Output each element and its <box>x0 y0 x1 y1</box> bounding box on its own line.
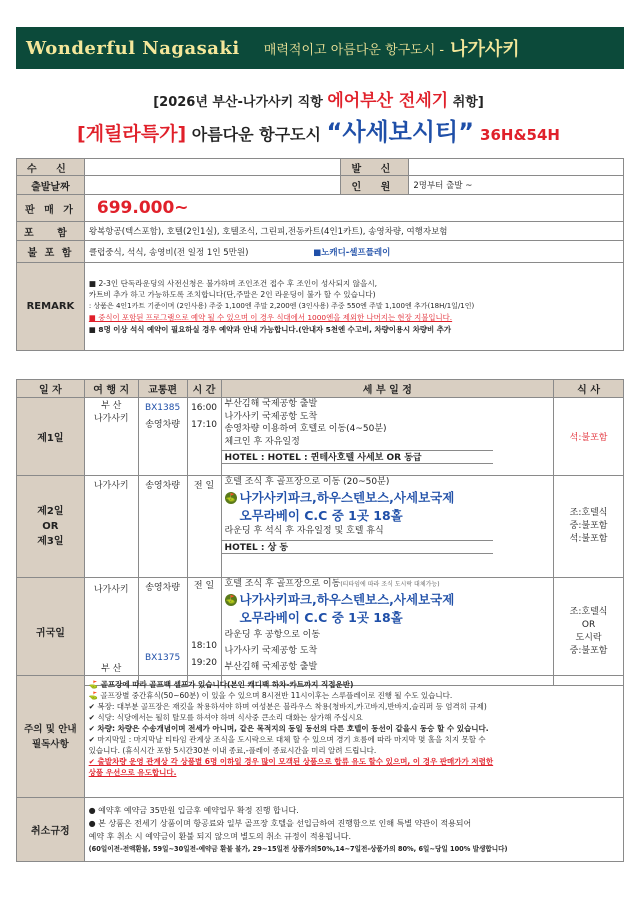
return-place: 나가사키 <box>93 585 129 595</box>
notes-label <box>17 676 85 798</box>
day1-line: 부산김해 국제공항 출발 <box>224 399 318 409</box>
return-transport <box>138 578 187 686</box>
exclude-note: ■노캐디-셀프플레이 <box>313 247 391 258</box>
price-value: 699.000~ <box>84 195 623 222</box>
day1-meal: 석:불포함 <box>554 398 624 476</box>
day1-places <box>84 398 138 476</box>
col-time: 시 간 <box>187 380 221 398</box>
notes-table <box>16 675 624 862</box>
day1-time: 17:10 <box>191 420 218 430</box>
return-place: 부 산 <box>101 664 122 674</box>
day1-times <box>187 398 221 476</box>
col-meal: 식 사 <box>554 380 624 398</box>
col-transport: 교통편 <box>138 380 187 398</box>
day1-place: 나가사키 <box>93 414 129 424</box>
col-date: 일 자 <box>17 380 85 398</box>
note-line: ⛳ 골프장별 중간휴식(50~60분) 이 있을 수 있으며 8시전반 11시이후는 스루플레이로 진행 될 수도 있습니다. <box>88 691 453 700</box>
headline-special: [게릴라특가] <box>77 123 187 145</box>
return-time: 19:20 <box>191 658 218 668</box>
day1-time: 16:00 <box>191 403 218 413</box>
day1-line: 나가사키 국제공항 도착 <box>224 411 318 422</box>
day2-label-line: OR <box>42 521 59 532</box>
day1-flight: BX1385 <box>144 403 181 413</box>
exclude-row <box>84 241 623 263</box>
note-line: ✔ 식당: 식당에서는 될히 탈모를 하셔야 하며 식사중 큰소리 대화는 삼가해 주십시요 <box>88 713 363 722</box>
day1-detail <box>221 398 554 476</box>
sender-label: 발 신 <box>341 159 409 176</box>
day2-place: 나가사키 <box>84 476 138 578</box>
include-label: 포 함 <box>17 222 85 241</box>
banner-title-kr: 매력적이고 아름다운 항구도시 - <box>263 42 445 58</box>
day2-detail <box>221 476 554 578</box>
day2-meal: 석:불포함 <box>569 534 608 544</box>
cancel-line: 예약 후 취소 시 예약금이 환불 되지 않으며 별도의 취소 규정이 적용됩니다. <box>88 831 352 841</box>
headline <box>0 112 637 147</box>
title-banner <box>16 27 624 69</box>
day2-meal: 중:불포함 <box>569 521 608 531</box>
include-value: 왕복항공(텍스포함), 호텔(2인1실), 호텔조식, 그린피,전동카트(4인1카트), 송영차량, 여행자보험 <box>84 222 623 241</box>
day2-meals <box>554 476 624 578</box>
col-detail: 세 부 일 정 <box>221 380 554 398</box>
headline-desc: 아름다운 항구도시 <box>186 125 327 144</box>
return-golf-course: 오무라베이 C.C 중 1곳 18홀 <box>239 609 403 625</box>
people-value: 2명부터 출발 ~ <box>409 176 624 195</box>
remark-line: 카트비 추가 하고 가능하도록 조치합니다(단,주말은 2인 라운딩이 불가 할 수 있습니다) <box>88 290 376 300</box>
return-line-note: (티타임에 따라 조식 도시락 대체가능) <box>340 581 440 588</box>
return-line-text: 호텔 조식 후 골프장으로 이동 <box>224 579 341 589</box>
remark-line: ■ 2-3인 단독라운딩의 사전신청은 불가하며 조인조건 접수 후 조인이 성사되지 않을시, <box>88 278 378 288</box>
banner-city: 나가사키 <box>450 39 520 60</box>
day2-label-line: 제3일 <box>37 536 64 547</box>
return-meal: 조:호텔식 <box>569 606 608 617</box>
sender-value[interactable] <box>409 159 624 176</box>
day2-golf-text: 나가사키파크,하우스텐보스,사세보국제 <box>239 489 455 505</box>
note-line: ✔ 마지막일 : 마지막날 티타임 관계상 조식을 도시락으로 대체 할 수 있으며 경기 흐름에 따라 마지막 몇 홀을 치지 못할 수 <box>88 735 486 744</box>
cancel-line: ● 본 상품은 전세기 상품이며 항공료와 일부 골프장 호텔을 선입금하여 진행함으로 인해 특별 약관이 적용되어 <box>88 818 472 828</box>
date-value[interactable] <box>84 176 341 195</box>
day1-place: 부 산 <box>101 401 122 411</box>
cancel-line: (60일이전-전액환불, 59일~30일전-예약금 환불 불가, 29~15일전 상품가의50%,14~7일전-상품가의 80%, 6일~당일 100% 발생합니다) <box>88 844 508 853</box>
exclude-value: 클럽중식, 석식, 송영비(전 일정 1인 5만원) <box>88 247 249 258</box>
cancel-label: 취소규정 <box>17 798 85 862</box>
headline-quote-close: ” <box>458 118 475 146</box>
subtitle-post: 취항] <box>448 95 484 110</box>
col-place: 여 행 지 <box>84 380 138 398</box>
return-meals <box>554 578 624 686</box>
return-golf <box>222 591 554 609</box>
return-golf-text: 나가사키파크,하우스텐보스,사세보국제 <box>239 591 455 607</box>
day1-label: 제1일 <box>17 398 85 476</box>
day1-transport <box>138 398 187 476</box>
return-line: 부산김해 국제공항 출발 <box>224 661 318 672</box>
note-line: 상품 우선으로 유도합니다. <box>88 768 177 777</box>
return-detail <box>221 578 554 686</box>
golf-flag-icon: ⛳ <box>225 493 236 502</box>
banner-title-en: Wonderful Nagasaki <box>26 37 240 59</box>
return-flight: BX1375 <box>144 653 181 663</box>
notes-label-line: 주의 및 안내 <box>24 723 77 735</box>
recipient-label: 수 신 <box>17 159 85 176</box>
note-line: ✔ 출발차량 운영 관계상 각 상품별 6명 이하일 경우 많이 모객된 상품으로 합류 유도 할수 있으며, 이 경우 판매가가 저렴한 <box>88 757 494 766</box>
day2-golf <box>222 489 554 507</box>
return-time: 18:10 <box>191 641 218 651</box>
date-label: 출발날짜 <box>17 176 85 195</box>
remark-body <box>84 263 623 351</box>
return-meal: 도시락 <box>575 632 602 643</box>
headline-quote-open: “ <box>326 118 343 146</box>
return-line: 라운딩 후 공항으로 이동 <box>224 629 321 640</box>
return-label: 귀국일 <box>17 578 85 686</box>
headline-duration: 36H&54H <box>480 126 560 144</box>
info-table <box>16 158 624 351</box>
headline-name: 사세보시티 <box>342 118 459 146</box>
recipient-value[interactable] <box>84 159 341 176</box>
remark-line: ■ 중식이 포함된 프로그램으로 예약 될 수 있으며 이 경우 식대에서 1000엔을 제외한 나머지는 현장 지불입니다. <box>88 313 453 323</box>
day1-transfer: 송영차량 <box>145 420 180 430</box>
day2-line: 라운딩 후 석식 후 자유일정 및 호텔 휴식 <box>224 525 384 536</box>
return-times <box>187 578 221 686</box>
remark-label: REMARK <box>17 263 85 351</box>
return-time: 전 일 <box>193 581 215 591</box>
day2-meal: 조:호텔식 <box>569 508 608 518</box>
return-meal: 중:불포함 <box>569 645 608 656</box>
day2-time: 전 일 <box>187 476 221 578</box>
day2-hotel: HOTEL : 상 동 <box>222 540 494 554</box>
price-label: 판 매 가 <box>17 195 85 222</box>
note-line: ⛳ 골프장에 따라 골프백 셀프가 있습니다(본인 캐디백 하차-카트까지 직접운반) <box>88 680 354 689</box>
cancel-line: ● 예약후 예약금 35만원 입금후 예약업무 확정 진행 합니다. <box>88 805 299 815</box>
day2-label-line: 제2일 <box>37 506 64 517</box>
subtitle <box>0 86 637 111</box>
return-line: 나가사키 국제공항 도착 <box>224 645 318 656</box>
subtitle-pre: [2026년 부산-나가사키 직항 <box>153 95 328 110</box>
schedule-table <box>16 379 624 686</box>
remark-line: ■ 8명 이상 석식 예약이 필요하실 경우 예약과 안내 가능합니다.(안내자 5천엔 수고비, 차량이용시 차량비 추가 <box>88 324 452 334</box>
cancel-body <box>84 798 623 862</box>
note-line: ✔ 차량: 차량은 수송개념이며 전세가 아니며, 같은 목적지의 동일 동선의 다른 호텔이 동선이 같을시 동승 할 수 있습니다. <box>88 724 489 733</box>
exclude-label: 불 포 함 <box>17 241 85 263</box>
notes-label-line: 필독사항 <box>31 738 69 750</box>
day1-line: 체크인 후 자유일정 <box>224 436 300 447</box>
day2-golf-course: 오무라베이 C.C 중 1곳 18홀 <box>239 507 403 523</box>
people-label: 인 원 <box>341 176 409 195</box>
note-line: 있습니다. (휴식시간 포함 5시간30분 이내 종료,-플레이 종료시간을 미리 알려 드립니다. <box>88 746 377 755</box>
subtitle-airline: 에어부산 전세기 <box>327 91 449 111</box>
return-meal: OR <box>581 619 596 630</box>
golf-flag-icon: ⛳ <box>225 595 236 604</box>
return-places <box>84 578 138 686</box>
day2-line: 호텔 조식 후 골프장으로 이동 (20~50분) <box>224 477 390 487</box>
day1-hotel: HOTEL : HOTEL : 퀸테사호텔 사세보 OR 동급 <box>222 450 494 464</box>
remark-line: : 상품은 4인1카트 기준이며 (2인사용) 주중 1,100엔 주말 2,200엔 (3인사용) 주중 550엔 주말 1,100엔 추가(18H/1일/1인) <box>88 301 475 310</box>
return-line <box>222 578 554 591</box>
note-line: ✔ 복장: 대부분 골프장은 재킷을 착용하셔야 하며 여성분은 블라우스 착용(청바지,카고바지,반바지,슬리퍼 등 엄격히 규제) <box>88 702 487 711</box>
day2-label <box>17 476 85 578</box>
return-transfer: 송영차량 <box>145 583 180 593</box>
day2-transport: 송영차량 <box>138 476 187 578</box>
day1-line: 송영차량 이용하여 호텔로 이동(4~50분) <box>224 424 387 434</box>
notes-body <box>84 676 623 798</box>
